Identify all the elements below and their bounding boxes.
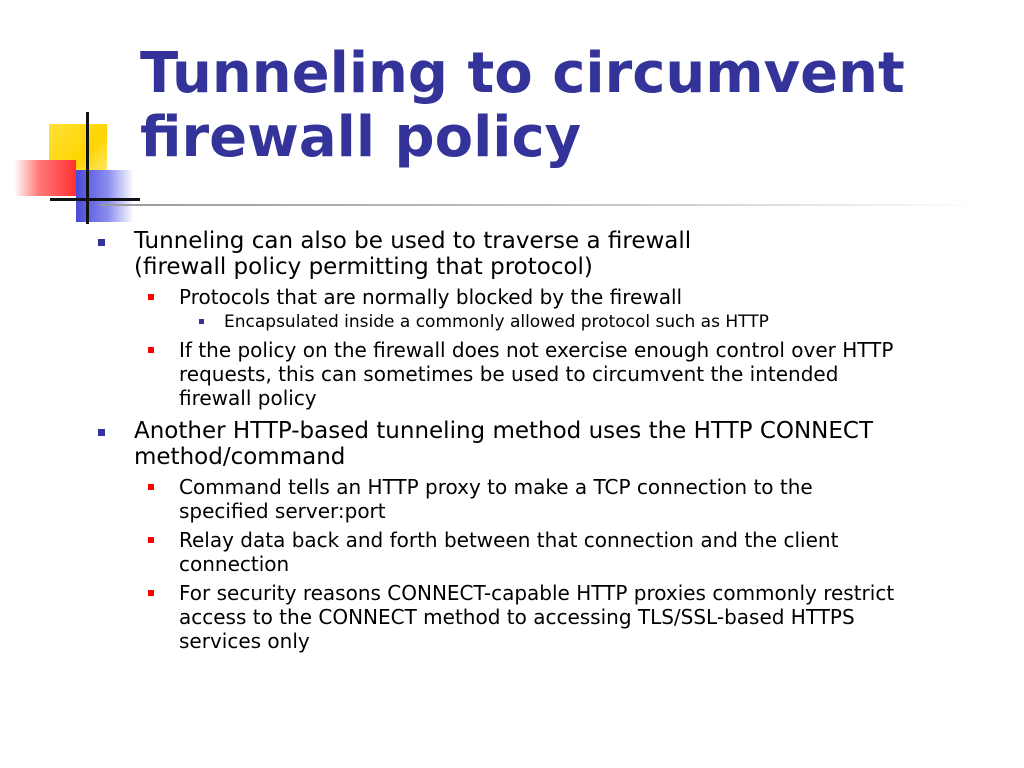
sub-bullet-item xyxy=(96,528,1006,576)
sub-bullet-text-line: Relay data back and forth between that connection and the client xyxy=(179,528,839,552)
slide-logo-decoration xyxy=(0,0,140,230)
sub-bullet-item xyxy=(96,285,1006,333)
slide-title xyxy=(140,42,1000,170)
title-line: firewall policy xyxy=(140,105,582,170)
sub-sub-bullet-text-line: Encapsulated inside a commonly allowed protocol such as HTTP xyxy=(224,312,769,332)
sub-bullet-text-line: requests, this can sometimes be used to circumvent the intended xyxy=(179,362,839,386)
bullet-item xyxy=(96,418,1006,653)
vertical-line-shape xyxy=(86,112,89,224)
sub-bullet-text-line: If the policy on the firewall does not exercise enough control over HTTP xyxy=(179,338,894,362)
slide-body xyxy=(96,228,1006,661)
red-square-shape xyxy=(14,160,76,196)
sub-bullet-text-line: specified server:port xyxy=(179,499,386,523)
sub-sub-bullet-list xyxy=(179,311,1006,333)
sub-bullet-text-line: connection xyxy=(179,552,290,576)
bullet-text-line: Another HTTP-based tunneling method uses the HTTP CONNECT xyxy=(134,418,874,444)
title-line: Tunneling to circumvent xyxy=(140,41,905,106)
sub-bullet-text-line: firewall policy xyxy=(179,386,317,410)
sub-bullet-text-line: For security reasons CONNECT-capable HTTP proxies commonly restrict xyxy=(179,581,895,605)
sub-bullet-text-line: services only xyxy=(179,629,310,653)
sub-bullet-item xyxy=(96,581,1006,653)
sub-bullet-list xyxy=(134,475,1006,653)
bullet-text-line: method/command xyxy=(134,444,346,470)
sub-bullet-text-line: Protocols that are normally blocked by the firewall xyxy=(179,285,683,309)
sub-bullet-list xyxy=(134,285,1006,410)
bullet-item xyxy=(96,228,1006,410)
bullet-text-line: Tunneling can also be used to traverse a firewall xyxy=(134,228,692,254)
sub-bullet-item xyxy=(96,475,1006,523)
sub-bullet-item xyxy=(96,338,1006,410)
sub-sub-bullet-item xyxy=(96,311,1006,333)
blue-square-shape xyxy=(76,170,134,222)
title-divider xyxy=(100,204,980,206)
bullet-text-line: (firewall policy permitting that protocol) xyxy=(134,254,593,280)
sub-bullet-text-line: access to the CONNECT method to accessing TLS/SSL-based HTTPS xyxy=(179,605,855,629)
horizontal-line-shape xyxy=(50,198,140,201)
sub-bullet-text-line: Command tells an HTTP proxy to make a TCP connection to the xyxy=(179,475,813,499)
bullet-list xyxy=(96,228,1006,653)
